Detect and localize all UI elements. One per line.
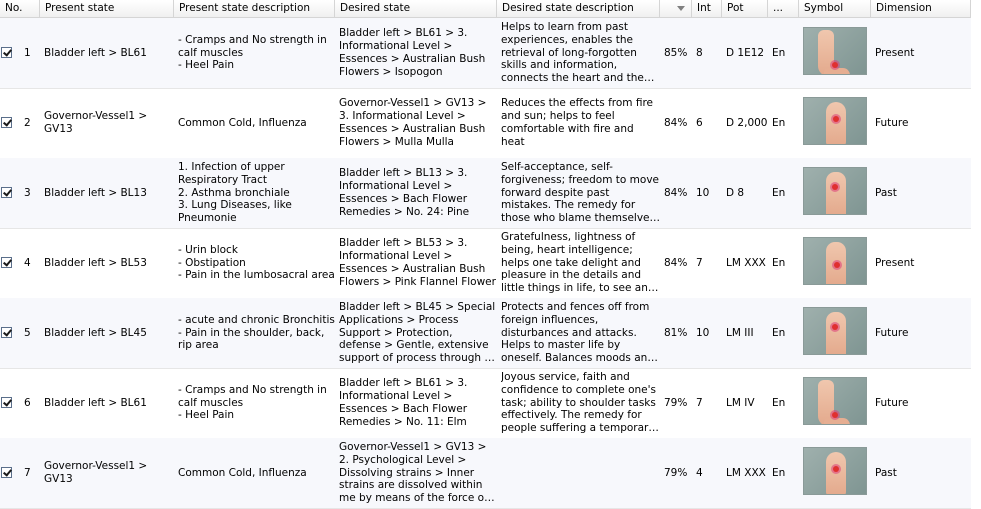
pot-cell: D 8 (726, 186, 745, 199)
pot-cell: D 1E12 (726, 46, 765, 59)
match-percent-cell: 79% (664, 466, 688, 479)
column-header-match-sorted[interactable] (660, 0, 692, 17)
column-header-no[interactable]: No. (0, 0, 40, 17)
present-state-description-cell: Common Cold, Influenza (178, 466, 307, 479)
present-state-cell: Bladder left > BL61 (44, 396, 147, 409)
int-cell: 10 (696, 326, 710, 339)
table-header (0, 0, 971, 18)
row-number: 5 (24, 326, 31, 339)
int-cell: 10 (696, 186, 710, 199)
desired-state-cell: Governor-Vessel1 > GV13 > 3. Informational Level > Essences > Australian Bush Flowers > Mulla Mulla (339, 97, 487, 148)
desired-state-cell: Bladder left > BL61 > 3. Informational Level > Essences > Bach Flower Remedies > No. 11: Elm (339, 377, 468, 428)
int-cell: 7 (696, 396, 703, 409)
row-checkbox[interactable] (1, 257, 12, 268)
upper-back-icon[interactable] (803, 97, 867, 145)
row-checkbox[interactable] (1, 397, 12, 408)
desired-state-cell: Bladder left > BL61 > 3. Informational Level > Essences > Australian Bush Flowers > Isopogon (339, 27, 486, 78)
foot-heel-icon[interactable] (803, 27, 867, 75)
table-row[interactable] (0, 88, 971, 159)
desired-state-description-cell: Reduces the effects from fire and sun; helps to feel comfortable with fire and heat (501, 97, 653, 148)
row-number: 2 (24, 116, 31, 129)
table-row[interactable] (0, 228, 971, 299)
pot-cell: LM IV (726, 396, 755, 409)
desired-state-description-cell: Helps to learn from past experiences, enables the retrieval of long-forgotten skills and information, connects the heart and the (501, 21, 644, 85)
language-cell: En (772, 186, 786, 199)
match-percent-cell: 81% (664, 326, 688, 339)
row-number: 4 (24, 256, 31, 269)
present-state-cell: Bladder left > BL61 (44, 46, 147, 59)
pot-cell: D 2,000 (726, 116, 768, 129)
language-cell: En (772, 46, 786, 59)
int-cell: 7 (696, 256, 703, 269)
present-state-description-cell: - acute and chronic Bronchitis - Pain in the shoulder, back, rip area (178, 313, 335, 352)
present-state-cell: Bladder left > BL45 (44, 326, 147, 339)
row-checkbox[interactable] (1, 327, 12, 338)
row-number: 1 (24, 46, 31, 59)
upper-back-icon[interactable] (803, 447, 867, 495)
pot-cell: LM III (726, 326, 754, 339)
column-header-int[interactable]: Int (692, 0, 722, 17)
match-percent-cell: 84% (664, 256, 688, 269)
desired-state-description-cell: Gratefulness, lightness of being, heart intelligence; helps one take delight and pleasure in the details and little things in life, to see and (501, 231, 655, 295)
desired-state-description-cell: Joyous service, faith and confidence to complete one's task; ability to shoulder tasks effectively. The remedy for people suffering a temporary (501, 371, 656, 435)
column-header-desired-state-description[interactable]: Desired state description (497, 0, 660, 17)
present-state-description-cell: - Cramps and No strength in calf muscles - Heel Pain (178, 383, 327, 422)
language-cell: En (772, 396, 786, 409)
table-row[interactable] (0, 368, 971, 439)
sort-descending-icon (677, 6, 685, 11)
present-state-cell: Governor-Vessel1 > GV13 (44, 110, 148, 135)
desired-state-description-cell: Self-acceptance, self-forgiveness; freedom to move forward despite past mistakes. The remedy for those who blame themselves (501, 161, 660, 225)
back-icon[interactable] (803, 167, 867, 215)
present-state-description-cell: - Cramps and No strength in calf muscles - Heel Pain (178, 33, 327, 72)
foot-heel-icon[interactable] (803, 377, 867, 425)
desired-state-description-cell: Protects and fences off from foreign influences, disturbances and attacks. Helps to master life by oneself. Balances moods and (501, 301, 654, 365)
match-percent-cell: 84% (664, 116, 688, 129)
present-state-description-cell: Common Cold, Influenza (178, 116, 307, 129)
language-cell: En (772, 116, 786, 129)
match-percent-cell: 84% (664, 186, 688, 199)
language-cell: En (772, 466, 786, 479)
column-header-present-state[interactable]: Present state (40, 0, 174, 17)
column-header-symbol[interactable]: Symbol (799, 0, 871, 17)
column-header-dimension[interactable]: Dimension (871, 0, 971, 17)
match-percent-cell: 79% (664, 396, 688, 409)
row-checkbox[interactable] (1, 117, 12, 128)
int-cell: 8 (696, 46, 703, 59)
present-state-cell: Bladder left > BL13 (44, 186, 147, 199)
dimension-cell: Future (875, 116, 909, 129)
present-state-description-cell: - Urin block - Obstipation - Pain in the lumbosacral area (178, 243, 335, 282)
present-state-cell: Governor-Vessel1 > GV13 (44, 460, 148, 485)
desired-state-cell: Bladder left > BL13 > 3. Informational Level > Essences > Bach Flower Remedies > No. 24: Pine (339, 167, 470, 218)
row-checkbox[interactable] (1, 187, 12, 198)
table-row[interactable] (0, 438, 971, 509)
pot-cell: LM XXX (726, 256, 766, 269)
match-percent-cell: 85% (664, 46, 688, 59)
pot-cell: LM XXX (726, 466, 766, 479)
desired-state-cell: Bladder left > BL45 > Special Applications > Process Support > Protection, defense > Gentle, extensive support of process through > (339, 301, 496, 365)
row-checkbox[interactable] (1, 467, 12, 478)
dimension-cell: Future (875, 326, 909, 339)
row-number: 3 (24, 186, 31, 199)
dimension-cell: Past (875, 186, 897, 199)
column-header-more[interactable]: ... (768, 0, 799, 17)
table-row[interactable] (0, 298, 971, 369)
present-state-description-cell: 1. Infection of upper Respiratory Tract 2. Asthma bronchiale 3. Lung Diseases, like Pneumonie (178, 161, 292, 225)
table-row[interactable] (0, 18, 971, 89)
dimension-cell: Present (875, 256, 915, 269)
desired-state-cell: Governor-Vessel1 > GV13 > 2. Psychological Level > Dissolving strains > Inner strains are dissolved within me by means of the force of (339, 441, 488, 505)
dimension-cell: Future (875, 396, 909, 409)
column-header-pot[interactable]: Pot (722, 0, 768, 17)
present-state-cell: Bladder left > BL53 (44, 256, 147, 269)
column-header-present-state-description[interactable]: Present state description (174, 0, 335, 17)
column-header-desired-state[interactable]: Desired state (335, 0, 497, 17)
row-number: 7 (24, 466, 31, 479)
back-icon[interactable] (803, 307, 867, 355)
int-cell: 6 (696, 116, 703, 129)
table-row[interactable] (0, 158, 971, 229)
language-cell: En (772, 256, 786, 269)
desired-state-cell: Bladder left > BL53 > 3. Informational Level > Essences > Australian Bush Flowers > Pink Flannel Flower (339, 237, 496, 288)
dimension-cell: Present (875, 46, 915, 59)
dimension-cell: Past (875, 466, 897, 479)
int-cell: 4 (696, 466, 703, 479)
row-checkbox[interactable] (1, 47, 12, 58)
lower-back-icon[interactable] (803, 237, 867, 285)
language-cell: En (772, 326, 786, 339)
row-number: 6 (24, 396, 31, 409)
